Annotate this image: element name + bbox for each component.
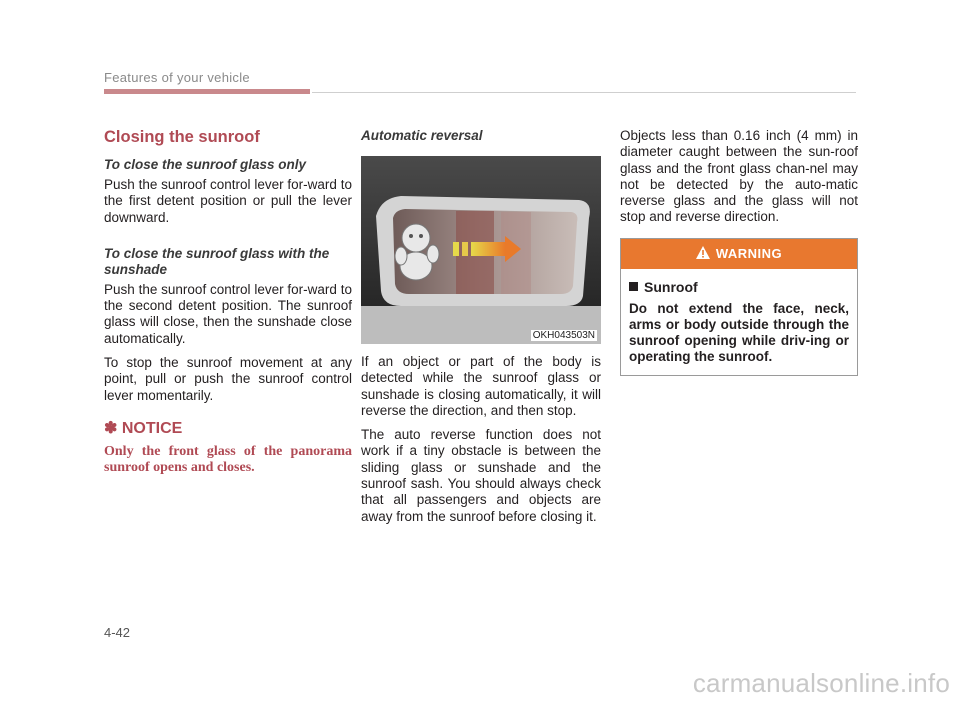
glass-only-paragraph: Push the sunroof control lever for-ward to the first detent position or pull the lever downward. [104,177,352,225]
warning-triangle-icon [696,246,710,262]
watermark: carmanualsonline.info [692,668,950,698]
section-title: Features of your vehicle [104,70,250,85]
header-accent-bar [104,89,310,94]
small-object-paragraph: Objects less than 0.16 inch (4 mm) in diameter caught between the sun-roof glass and the front glass chan-nel may not be detected by the auto-matic reverse glass and the glass will not stop and reverse direction. [620,128,858,225]
figure-code: OKH043503N [532,330,595,341]
column-middle [361,128,601,533]
glass-only-subheading: To close the sunroof glass only [104,157,307,172]
with-sunshade-subheading: To close the sunroof glass with the sunshade [104,245,330,277]
page-number: 4-42 [104,625,131,640]
warning-text: Do not extend the face, neck, arms or body outside through the sunroof opening while driv-ing or operating the sunroof. [629,300,849,364]
reversal-paragraph: If an object or part of the body is detected while the sunroof glass or sunshade is closing automatically, it will reverse the direction, and then stop. [361,354,601,418]
sunroof-illustration [361,156,601,344]
with-sunshade-paragraph: Push the sunroof control lever for-ward to the second detent position. The sunroof glass will close, then the sunshade close automatically. [104,281,352,346]
warning-header [621,239,857,269]
sunroof-image [361,156,601,344]
bullet-square-icon [629,282,638,291]
notice-title: ✽ NOTICE [104,419,183,437]
warning-box [620,238,858,376]
notice-text: Only the front glass of the panorama sunroof opens and closes. [104,443,352,476]
automatic-reversal-heading: Automatic reversal [361,128,483,143]
warning-subtitle-row [629,279,849,295]
stop-movement-paragraph: To stop the sunroof movement at any point, pull or push the sunroof control lever momentarily. [104,355,352,403]
warning-title: WARNING [715,246,783,262]
column-left [104,128,352,477]
column-right [620,128,858,376]
warning-subtitle: Sunroof [644,278,698,295]
auto-reverse-limit-paragraph: The auto reverse function does not work if a tiny obstacle is between the sliding glass or sunshade and the sunroof sash. You should always check that all passengers and objects are away from the sunroof before closing it. [361,427,601,524]
header-rule [312,92,856,93]
closing-sunroof-heading: Closing the sunroof [104,128,260,146]
